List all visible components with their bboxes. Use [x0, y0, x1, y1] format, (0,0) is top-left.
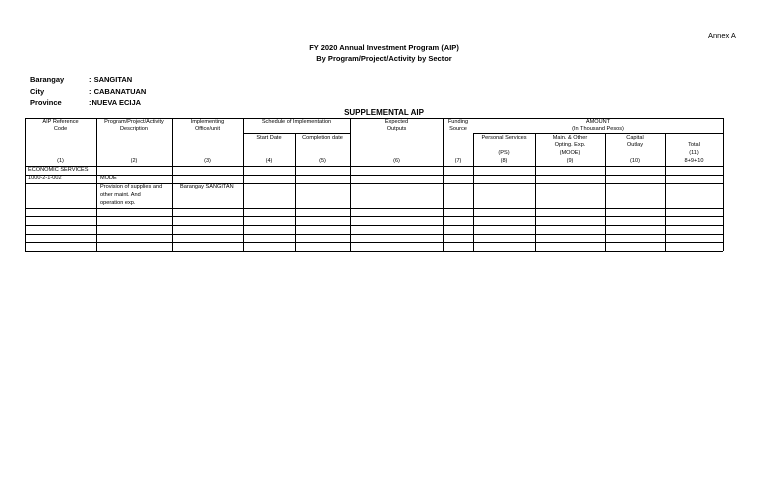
mode-label: MODE	[100, 175, 117, 181]
header-implementing-line1: Implementing	[190, 119, 225, 125]
project-description-line1: Provision of supplies and	[100, 184, 163, 190]
document-title: FY 2020 Annual Investment Program (AIP)	[309, 43, 459, 52]
header-completion-date: Completion date	[302, 135, 343, 141]
header-outputs-line1: Expected	[384, 119, 409, 125]
header-total-line1: Total	[688, 142, 700, 148]
col-number-5: (5)	[319, 158, 326, 164]
city-value: : CABANATUAN	[89, 87, 147, 96]
header-mooe-line1: Main. & Other	[552, 135, 588, 141]
header-aip-ref-line2: Code	[53, 126, 68, 132]
header-aip-ref-line1: AIP Reference	[42, 119, 79, 125]
header-implementing-line2: Office/unit	[194, 126, 221, 132]
header-total-line3: 8+9+10	[684, 158, 704, 164]
col-number-4: (4)	[265, 158, 273, 164]
col-number-10: (10)	[630, 158, 640, 164]
header-capital-line2: Outlay	[626, 142, 644, 148]
barangay-value: : SANGITAN	[89, 75, 133, 84]
header-program-line1: Program/Project/Activity	[104, 119, 164, 125]
header-ps-line1: Personal Services	[481, 135, 527, 141]
province-label: Province	[30, 98, 62, 107]
col-number-6: (6)	[393, 158, 400, 164]
col-number-2: (2)	[130, 158, 138, 164]
sector-label: ECONOMIC SERVICES	[28, 167, 89, 173]
barangay-label: Barangay	[30, 75, 65, 84]
col-number-1: (1)	[57, 158, 64, 164]
col-number-8: (8)	[500, 158, 508, 164]
header-mooe-line2: Opting. Exp.	[554, 142, 586, 148]
annex-label: Annex A	[708, 31, 736, 40]
header-funding-line2: Source	[449, 126, 467, 132]
header-total-line2: (11)	[689, 150, 699, 156]
col-number-9: (9)	[566, 158, 574, 164]
header-amount: AMOUNT	[585, 119, 611, 125]
province-value: :NUEVA ECIJA	[89, 98, 142, 107]
header-program-line2: Description	[120, 126, 148, 132]
header-ps-line2: (PS)	[498, 150, 510, 156]
project-description-line2: other maint. And	[100, 192, 141, 198]
col-number-7: (7)	[454, 158, 462, 164]
header-amount-unit: (In Thousand Pesos)	[572, 126, 624, 132]
col-number-3: (3)	[204, 158, 211, 164]
header-outputs-line2: Outputs	[386, 126, 407, 132]
implementing-office: Barangay SANGITAN	[180, 184, 234, 190]
header-mooe-line3: (MOOE)	[559, 150, 581, 156]
header-start-date: Start Date	[256, 135, 282, 141]
project-code: 1000-2-1-002	[28, 175, 62, 181]
city-label: City	[30, 87, 45, 96]
header-funding-line1: Funding	[447, 119, 469, 125]
aip-table	[25, 118, 723, 251]
header-capital-line1: Capital	[626, 135, 644, 141]
document-subtitle: By Program/Project/Activity by Sector	[316, 54, 452, 63]
project-description-line3: operation exp.	[100, 200, 136, 206]
table-title: SUPPLEMENTAL AIP	[344, 108, 424, 117]
header-schedule: Schedule of Implementation	[261, 119, 332, 125]
